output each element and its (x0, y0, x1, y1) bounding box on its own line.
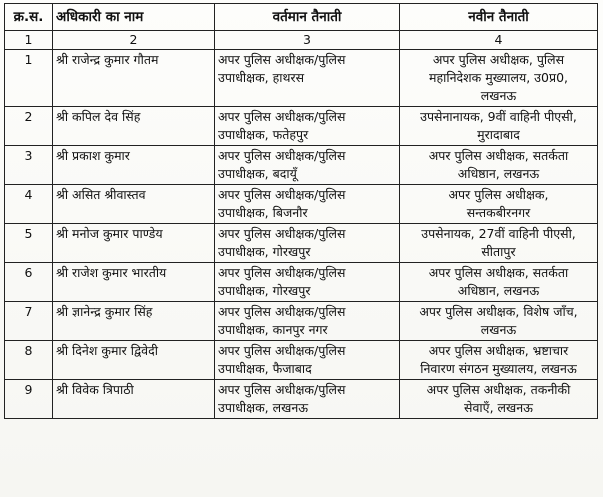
new-posting-line: अधिष्ठान, लखनऊ (457, 283, 540, 298)
officer-name-cell: श्री दिनेश कुमार द्विवेदी (53, 341, 215, 380)
header-current-posting: वर्तमान तैनाती (215, 4, 400, 31)
header-row (5, 4, 598, 31)
current-posting-line: अपर पुलिस अधीक्षक/पुलिस (218, 187, 346, 202)
current-posting-line: उपाधीक्षक, बिजनौर (218, 205, 308, 220)
current-posting-line: उपाधीक्षक, कानपुर नगर (218, 322, 328, 337)
current-posting-cell (215, 224, 400, 263)
serial-number-cell: 2 (5, 107, 53, 146)
new-posting-line: अपर पुलिस अधीक्षक, विशेष जाँच, (419, 304, 578, 319)
current-posting-line: अपर पुलिस अधीक्षक/पुलिस (218, 304, 346, 319)
column-number: 4 (400, 31, 598, 50)
header-serial: क्र.स. (5, 4, 53, 31)
new-posting-line: सेवाएँ, लखनऊ (464, 400, 533, 415)
header-officer-name: अधिकारी का नाम (53, 4, 215, 31)
serial-number-cell: 8 (5, 341, 53, 380)
officer-name-cell: श्री प्रकाश कुमार (53, 146, 215, 185)
serial-number-cell: 6 (5, 263, 53, 302)
table-row (5, 224, 598, 263)
current-posting-line: उपाधीक्षक, गोरखपुर (218, 244, 311, 259)
table-row (5, 380, 598, 419)
new-posting-cell (400, 50, 598, 107)
current-posting-line: अपर पुलिस अधीक्षक/पुलिस (218, 265, 346, 280)
column-number-row (5, 31, 598, 50)
current-posting-line: उपाधीक्षक, बदायूँ (218, 166, 297, 181)
current-posting-line: उपाधीक्षक, लखनऊ (218, 400, 309, 415)
new-posting-line: अपर पुलिस अधीक्षक, (448, 187, 549, 202)
new-posting-line: उपसेनानायक, 9वीं वाहिनी पीएसी, (420, 109, 577, 124)
new-posting-line: निवारण संगठन मुख्यालय, लखनऊ (420, 361, 577, 376)
new-posting-line: अधिष्ठान, लखनऊ (457, 166, 540, 181)
current-posting-cell (215, 263, 400, 302)
current-posting-line: उपाधीक्षक, फैजाबाद (218, 361, 312, 376)
current-posting-line: अपर पुलिस अधीक्षक/पुलिस (218, 343, 346, 358)
new-posting-line: मुरादाबाद (477, 127, 520, 142)
header-new-posting: नवीन तैनाती (400, 4, 598, 31)
table-row (5, 341, 598, 380)
serial-number-cell: 1 (5, 50, 53, 107)
new-posting-line: सन्तकबीरनगर (466, 205, 531, 220)
new-posting-line: अपर पुलिस अधीक्षक, सतर्कता (428, 148, 569, 163)
transfer-table (4, 3, 598, 419)
new-posting-cell (400, 302, 598, 341)
serial-number-cell: 9 (5, 380, 53, 419)
officer-name-cell: श्री राजेश कुमार भारतीय (53, 263, 215, 302)
serial-number-cell: 4 (5, 185, 53, 224)
new-posting-line: अपर पुलिस अधीक्षक, सतर्कता (428, 265, 569, 280)
current-posting-line: अपर पुलिस अधीक्षक/पुलिस (218, 148, 346, 163)
new-posting-cell (400, 263, 598, 302)
table-row (5, 107, 598, 146)
current-posting-cell (215, 302, 400, 341)
new-posting-cell (400, 380, 598, 419)
serial-number-cell: 3 (5, 146, 53, 185)
column-number: 3 (215, 31, 400, 50)
new-posting-cell (400, 146, 598, 185)
current-posting-cell (215, 380, 400, 419)
new-posting-cell (400, 107, 598, 146)
officer-name-cell: श्री मनोज कुमार पाण्डेय (53, 224, 215, 263)
current-posting-line: अपर पुलिस अधीक्षक/पुलिस (218, 52, 346, 67)
new-posting-line: लखनऊ (480, 88, 517, 103)
officer-name-cell: श्री असित श्रीवास्तव (53, 185, 215, 224)
current-posting-line: अपर पुलिस अधीक्षक/पुलिस (218, 382, 346, 397)
table-row (5, 263, 598, 302)
current-posting-cell (215, 185, 400, 224)
current-posting-line: उपाधीक्षक, फतेहपुर (218, 127, 309, 142)
current-posting-cell (215, 341, 400, 380)
column-number: 1 (5, 31, 53, 50)
current-posting-line: अपर पुलिस अधीक्षक/पुलिस (218, 109, 346, 124)
officer-name-cell: श्री ज्ञानेन्द्र कुमार सिंह (53, 302, 215, 341)
officer-name-cell: श्री राजेन्द्र कुमार गौतम (53, 50, 215, 107)
current-posting-line: उपाधीक्षक, गोरखपुर (218, 283, 311, 298)
new-posting-line: सीतापुर (481, 244, 516, 259)
table-row (5, 185, 598, 224)
officer-name-cell: श्री विवेक त्रिपाठी (53, 380, 215, 419)
table-row (5, 146, 598, 185)
new-posting-line: अपर पुलिस अधीक्षक, तकनीकी (426, 382, 571, 397)
serial-number-cell: 5 (5, 224, 53, 263)
new-posting-line: महानिदेशक मुख्यालय, उ0प्र0, (428, 70, 569, 85)
serial-number-cell: 7 (5, 302, 53, 341)
table-row (5, 302, 598, 341)
current-posting-cell (215, 107, 400, 146)
column-number: 2 (53, 31, 215, 50)
current-posting-cell (215, 50, 400, 107)
new-posting-line: अपर पुलिस अधीक्षक, पुलिस (432, 52, 565, 67)
new-posting-line: उपसेनायक, 27वीं वाहिनी पीएसी, (421, 226, 576, 241)
new-posting-cell (400, 341, 598, 380)
current-posting-cell (215, 146, 400, 185)
current-posting-line: उपाधीक्षक, हाथरस (218, 70, 305, 85)
new-posting-cell (400, 224, 598, 263)
new-posting-line: अपर पुलिस अधीक्षक, भ्रष्टाचार (428, 343, 569, 358)
new-posting-line: लखनऊ (480, 322, 517, 337)
officer-name-cell: श्री कपिल देव सिंह (53, 107, 215, 146)
table-row (5, 50, 598, 107)
new-posting-cell (400, 185, 598, 224)
current-posting-line: अपर पुलिस अधीक्षक/पुलिस (218, 226, 346, 241)
